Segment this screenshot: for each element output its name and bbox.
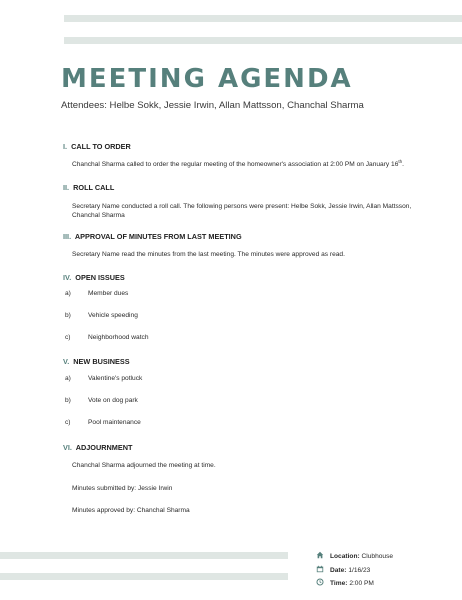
home-icon xyxy=(316,551,324,559)
list-item: Valentine's potluck xyxy=(88,375,143,382)
decor-band-top-1 xyxy=(64,15,462,22)
time-value: 2:00 PM xyxy=(349,580,374,587)
list-item: Member dues xyxy=(88,290,129,297)
minutes-approved-by: Minutes approved by: Chanchal Sharma xyxy=(72,507,190,514)
location-label: Location: xyxy=(330,553,360,560)
section-number: II. xyxy=(63,183,70,192)
section-number: I. xyxy=(63,142,68,151)
attendees-line: Attendees: Helbe Sokk, Jessie Irwin, Allan Mattsson, Chanchal Sharma xyxy=(61,100,364,111)
decor-band-top-2 xyxy=(64,37,462,44)
list-item-letter: a) xyxy=(65,375,71,382)
date-info xyxy=(316,565,370,574)
list-item-letter: b) xyxy=(65,397,71,404)
section-title: APPROVAL OF MINUTES FROM LAST MEETING xyxy=(74,232,242,241)
roll-call-text: Secretary Name conducted a roll call. The following persons were present: Helbe Sokk, Jessie Irwin, Allan Mattsson, Chanchal Sharma xyxy=(72,203,412,219)
section-title: NEW BUSINESS xyxy=(73,357,130,366)
list-item: Neighborhood watch xyxy=(88,334,149,341)
call-to-order-text: Chanchal Sharma called to order the regular meeting of the homeowner's association at 2:00 PM on January 16th. xyxy=(72,158,404,168)
list-item-letter: c) xyxy=(65,419,71,426)
decor-band-bottom-2 xyxy=(0,573,288,580)
section-title: ROLL CALL xyxy=(73,183,115,192)
page-title: MEETING AGENDA xyxy=(61,64,353,94)
list-item-letter: c) xyxy=(65,334,71,341)
section-number: V. xyxy=(63,357,70,366)
list-item-letter: a) xyxy=(65,290,71,297)
section-heading-new-business xyxy=(63,357,130,366)
section-heading-open-issues xyxy=(63,273,125,282)
section-heading-adjournment xyxy=(63,443,132,452)
time-info xyxy=(316,578,374,587)
minutes-submitted-by: Minutes submitted by: Jessie Irwin xyxy=(72,485,173,492)
adjournment-text: Chanchal Sharma adjourned the meeting at time. xyxy=(72,462,216,469)
list-item-letter: b) xyxy=(65,312,71,319)
section-title: CALL TO ORDER xyxy=(71,142,131,151)
section-heading-call-to-order xyxy=(63,142,131,151)
location-info xyxy=(316,551,393,560)
section-heading-approval xyxy=(63,232,242,241)
section-title: ADJOURNMENT xyxy=(75,443,133,452)
list-item: Vote on dog park xyxy=(88,397,138,404)
section-heading-roll-call xyxy=(63,183,114,192)
clock-icon xyxy=(316,578,324,586)
decor-band-bottom-1 xyxy=(0,552,288,559)
calendar-icon xyxy=(316,565,324,573)
date-label: Date: xyxy=(330,567,347,574)
section-number: IV. xyxy=(63,273,72,282)
section-number: III. xyxy=(63,232,72,241)
section-title: OPEN ISSUES xyxy=(75,273,125,282)
approval-text: Secretary Name read the minutes from the last meeting. The minutes were approved as read. xyxy=(72,251,345,258)
list-item: Pool maintenance xyxy=(88,419,141,426)
time-label: Time: xyxy=(330,580,348,587)
date-value: 1/16/23 xyxy=(348,567,371,574)
section-number: VI. xyxy=(63,443,72,452)
location-value: Clubhouse xyxy=(361,553,394,560)
list-item: Vehicle speeding xyxy=(88,312,138,319)
